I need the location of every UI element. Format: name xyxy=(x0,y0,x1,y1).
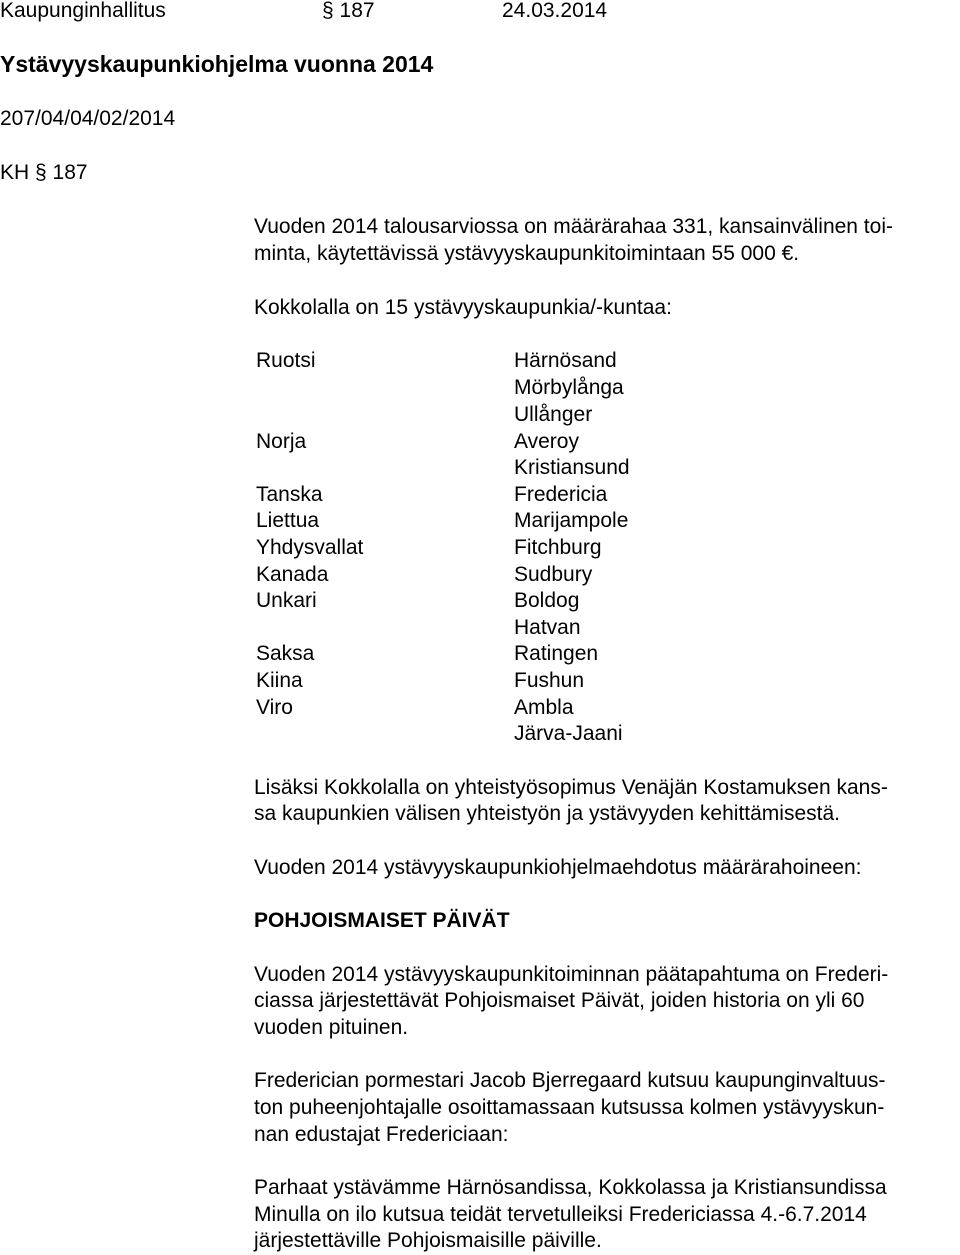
city-cell: Hatvan xyxy=(514,616,581,639)
country-cell: Tanska xyxy=(256,483,323,506)
city-cell: Fushun xyxy=(514,669,585,692)
intro-line: minta, käytettävissä ystävyyskaupunkitoimintaan 55 000 €. xyxy=(254,242,800,265)
country-cell: Liettua xyxy=(256,509,320,532)
city-cell: Ambla xyxy=(514,696,574,719)
country-cell: Saksa xyxy=(256,642,315,665)
country-cell: Norja xyxy=(256,430,307,453)
nordic-days-line: ciassa järjestettävät Pohjoismaiset Päivät, joiden historia on yli 60 xyxy=(254,989,865,1012)
city-cell: Averoy xyxy=(514,430,579,453)
city-cell: Sudbury xyxy=(514,563,593,586)
cooperation-line: sa kaupunkien välisen yhteistyön ja ystävyyden kehittämisestä. xyxy=(254,802,840,825)
country-cell: Unkari xyxy=(256,589,317,612)
invitation-line: nan edustajat Fredericiaan: xyxy=(254,1123,509,1146)
invitation-line: ton puheenjohtajalle osoittamassaan kutsussa kolmen ystävyyskun- xyxy=(254,1096,885,1119)
header-section-number: § 187 xyxy=(322,0,375,22)
city-cell: Ullånger xyxy=(514,403,593,426)
country-cell: Ruotsi xyxy=(256,349,316,372)
city-cell: Marijampole xyxy=(514,509,629,532)
country-cell: Kiina xyxy=(256,669,303,692)
city-cell: Boldog xyxy=(514,589,580,612)
invitation-line: Frederician pormestari Jacob Bjerregaard kutsuu kaupunginvaltuus- xyxy=(254,1069,886,1092)
nordic-days-line: Vuoden 2014 ystävyyskaupunkitoiminnan päätapahtuma on Frederi- xyxy=(254,963,889,986)
city-cell: Mörbylånga xyxy=(514,376,624,399)
header-body-name: Kaupunginhallitus xyxy=(0,0,166,22)
country-cell: Yhdysvallat xyxy=(256,536,364,559)
intro-line: Vuoden 2014 talousarviossa on määrärahaa 331, kansainvälinen toi- xyxy=(254,215,893,238)
city-cell: Fredericia xyxy=(514,483,608,506)
section-heading: POHJOISMAISET PÄIVÄT xyxy=(254,909,510,932)
country-cell: Viro xyxy=(256,696,293,719)
quote-line: Parhaat ystävämme Härnösandissa, Kokkolassa ja Kristiansundissa xyxy=(254,1176,887,1199)
section-reference: KH § 187 xyxy=(0,161,88,184)
country-cell: Kanada xyxy=(256,563,329,586)
city-cell: Härnösand xyxy=(514,349,617,372)
cities-intro: Kokkolalla on 15 ystävyyskaupunkia/-kuntaa: xyxy=(254,296,672,319)
record-number: 207/04/04/02/2014 xyxy=(0,107,176,130)
city-cell: Fitchburg xyxy=(514,536,602,559)
programme-intro: Vuoden 2014 ystävyyskaupunkiohjelmaehdotus määrärahoineen: xyxy=(254,856,862,879)
city-cell: Kristiansund xyxy=(514,456,630,479)
quote-line: järjestettäville Pohjoismaisille päiville. xyxy=(254,1229,602,1252)
nordic-days-line: vuoden pituinen. xyxy=(254,1016,409,1039)
quote-line: Minulla on ilo kutsua teidät tervetulleiksi Fredericiassa 4.-6.7.2014 xyxy=(254,1203,867,1226)
cooperation-line: Lisäksi Kokkolalla on yhteistyösopimus Venäjän Kostamuksen kans- xyxy=(254,776,888,799)
page-title: Ystävyyskaupunkiohjelma vuonna 2014 xyxy=(0,51,434,77)
header-date: 24.03.2014 xyxy=(502,0,608,22)
city-cell: Järva-Jaani xyxy=(514,722,623,745)
city-cell: Ratingen xyxy=(514,642,599,665)
